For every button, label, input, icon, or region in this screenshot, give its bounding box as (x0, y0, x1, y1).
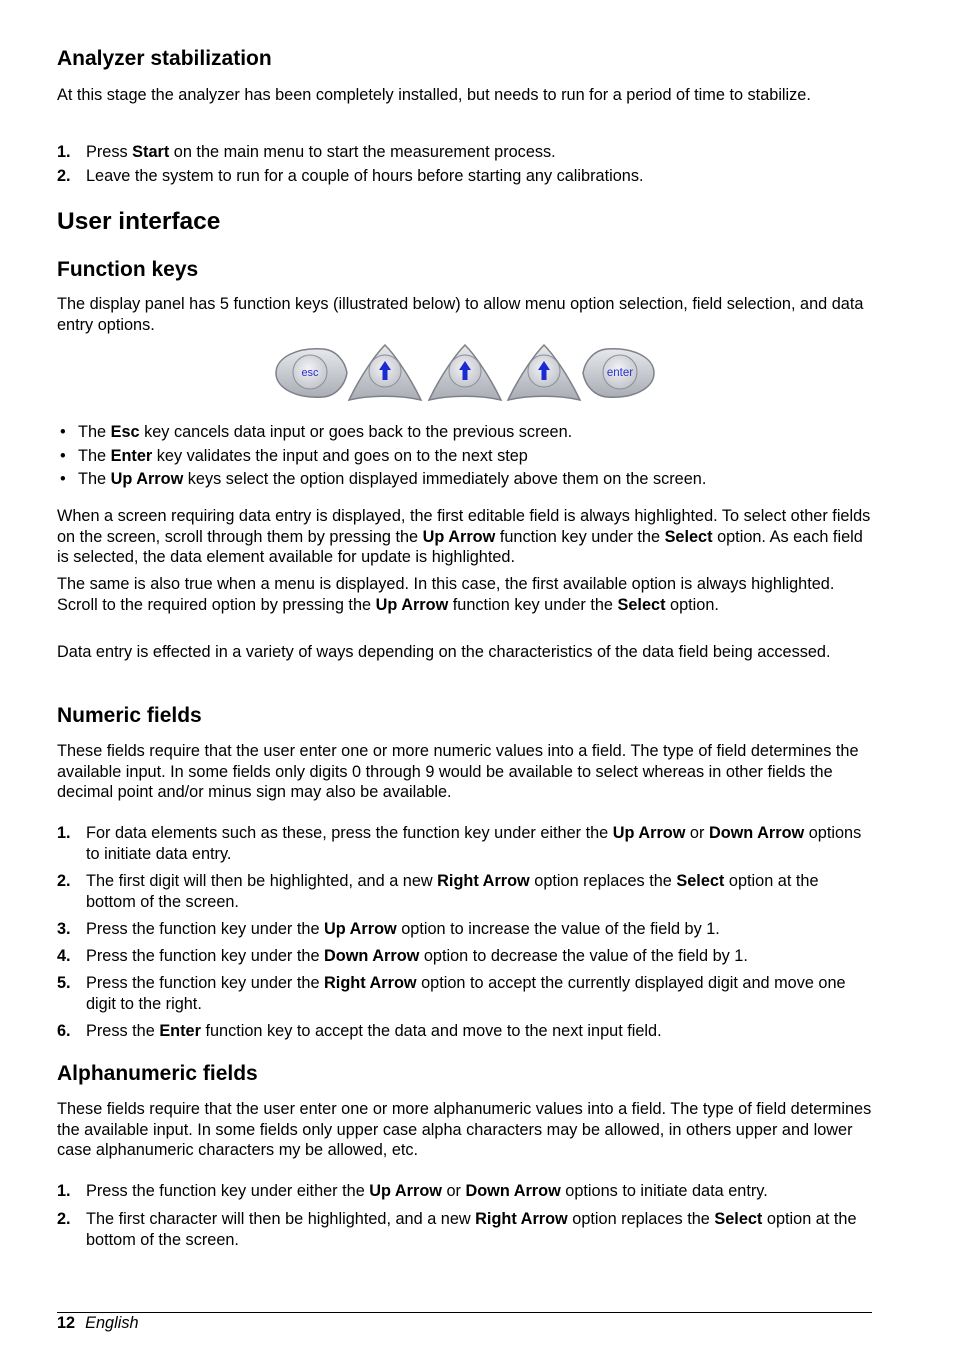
list-marker: • (60, 447, 66, 465)
up-arrow-key-icon (349, 345, 421, 400)
bold-term: Up Arrow (110, 470, 184, 488)
esc-key-icon (276, 349, 347, 398)
bold-term: Up Arrow (375, 595, 449, 614)
bold-term: Select (676, 872, 725, 890)
alphanumeric-step (57, 1181, 872, 1202)
stabilization-step (57, 142, 872, 163)
list-marker: 3. (57, 920, 71, 938)
enter-key-label: enter (606, 367, 634, 379)
esc-key-label: esc (301, 367, 319, 379)
up-arrow-key-icon (508, 345, 580, 400)
bullet-item (57, 422, 872, 443)
list-marker: 1. (57, 143, 71, 161)
list-item-text: Press the function key under the Right Arrow option to accept the currently displayed digit and move one digit to the right. (86, 974, 846, 1013)
bold-term: Down Arrow (465, 1182, 561, 1200)
list-item-text: For data elements such as these, press the function key under either the Up Arrow or Down Arrow options to initiate data entry. (86, 824, 862, 863)
list-marker: 1. (57, 824, 71, 842)
function-keys-para: Data entry is effected in a variety of ways depending on the characteristics of the data field being accessed. (57, 643, 831, 661)
bullet-item (57, 446, 872, 467)
bold-term: Right Arrow (324, 974, 417, 992)
heading-alphanumeric-fields: Alphanumeric fields (57, 1062, 258, 1085)
bold-term: Right Arrow (475, 1210, 568, 1228)
bold-term: Enter (159, 1022, 201, 1040)
list-marker: 6. (57, 1022, 71, 1040)
list-item-text: The first digit will then be highlighted, and a new Right Arrow option replaces the Select option at the bottom of the screen. (86, 872, 819, 911)
bold-term: Select (664, 527, 713, 546)
numeric-step (57, 973, 872, 1014)
bold-term: Select (617, 595, 666, 614)
bold-term: Down Arrow (324, 947, 420, 965)
function-keys-intro: The display panel has 5 function keys (illustrated below) to allow menu option selection, field selection, and data entry options. (57, 295, 864, 334)
list-marker: 4. (57, 947, 71, 965)
bold-term: Down Arrow (708, 824, 805, 842)
list-marker: 2. (57, 872, 71, 890)
bold-term: Start (132, 143, 170, 161)
list-item-text: The Up Arrow keys select the option displayed immediately above them on the screen. (78, 470, 707, 488)
list-marker: • (60, 423, 66, 441)
alphanumeric-step (57, 1209, 872, 1250)
list-item-text: Press the Enter function key to accept the data and move to the next input field. (86, 1022, 662, 1040)
bold-term: Up Arrow (612, 824, 686, 842)
list-marker: 1. (57, 1182, 71, 1200)
numeric-step (57, 871, 872, 912)
heading-user-interface: User interface (57, 208, 221, 235)
stabilization-step (57, 166, 872, 187)
bold-term: Up Arrow (422, 527, 496, 546)
page-footer (57, 1313, 139, 1333)
list-item-text: Leave the system to run for a couple of hours before starting any calibrations. (86, 167, 644, 185)
list-item-text: The Esc key cancels data input or goes back to the previous screen. (78, 423, 573, 441)
list-item-text: The first character will then be highlighted, and a new Right Arrow option replaces the Select option at the bottom of the screen. (86, 1210, 857, 1249)
bold-term: Esc (110, 423, 140, 441)
alphanumeric-intro: These fields require that the user enter one or more alphanumeric values into a field. The type of field determines the available input. In some fields only upper case alpha characters may be allowed, in others upper and lower case alphanumeric characters my be allowed, etc. (57, 1100, 872, 1160)
numeric-step (57, 823, 872, 864)
list-item-text: Press Start on the main menu to start the measurement process. (86, 143, 556, 161)
footer-language: English (85, 1314, 139, 1332)
numeric-step (57, 1021, 872, 1042)
list-item-text: The Enter key validates the input and goes on to the next step (78, 447, 528, 465)
bold-term: Up Arrow (369, 1182, 442, 1200)
bold-term: Select (714, 1210, 763, 1228)
heading-function-keys: Function keys (57, 258, 199, 281)
bold-term: Up Arrow (324, 920, 397, 938)
enter-key-icon (583, 349, 654, 398)
footer-rule (57, 1312, 872, 1313)
heading-analyzer-stabilization: Analyzer stabilization (57, 47, 272, 70)
list-item-text: Press the function key under the Down Arrow option to decrease the value of the field by 1. (86, 947, 748, 965)
page-number: 12 (57, 1314, 76, 1332)
function-keys-para: The same is also true when a menu is displayed. In this case, the first available option is always highlighted. Scroll to the required option by pressing the Up Arrow function key under the Select option. (57, 575, 835, 614)
list-marker: 2. (57, 1210, 71, 1228)
list-item-text: Press the function key under the Up Arrow option to increase the value of the field by 1. (86, 920, 720, 938)
list-marker: • (60, 470, 66, 488)
numeric-intro: These fields require that the user enter one or more numeric values into a field. The type of field determines the available input. In some fields only digits 0 through 9 would be available to select whereas in other fields the decimal point and/or minus sign may also be available. (57, 742, 859, 802)
heading-numeric-fields: Numeric fields (57, 704, 202, 727)
list-item-text: Press the function key under either the Up Arrow or Down Arrow options to initiate data entry. (86, 1182, 768, 1200)
bold-term: Right Arrow (437, 872, 530, 890)
list-marker: 5. (57, 974, 71, 992)
function-keys-para: When a screen requiring data entry is displayed, the first editable field is always highlighted. To select other fields on the screen, scroll through them by pressing the Up Arrow function key under the Select option. As each field is selected, the data element available for update is highlighted. (57, 507, 871, 567)
up-arrow-key-icon (429, 345, 501, 400)
stabilization-intro: At this stage the analyzer has been completely installed, but needs to run for a period of time to stabilize. (57, 86, 811, 104)
bold-term: Enter (110, 447, 153, 465)
list-marker: 2. (57, 167, 71, 185)
numeric-step (57, 919, 872, 940)
function-keys-illustration (273, 343, 663, 403)
bullet-item (57, 469, 872, 490)
numeric-step (57, 946, 872, 967)
